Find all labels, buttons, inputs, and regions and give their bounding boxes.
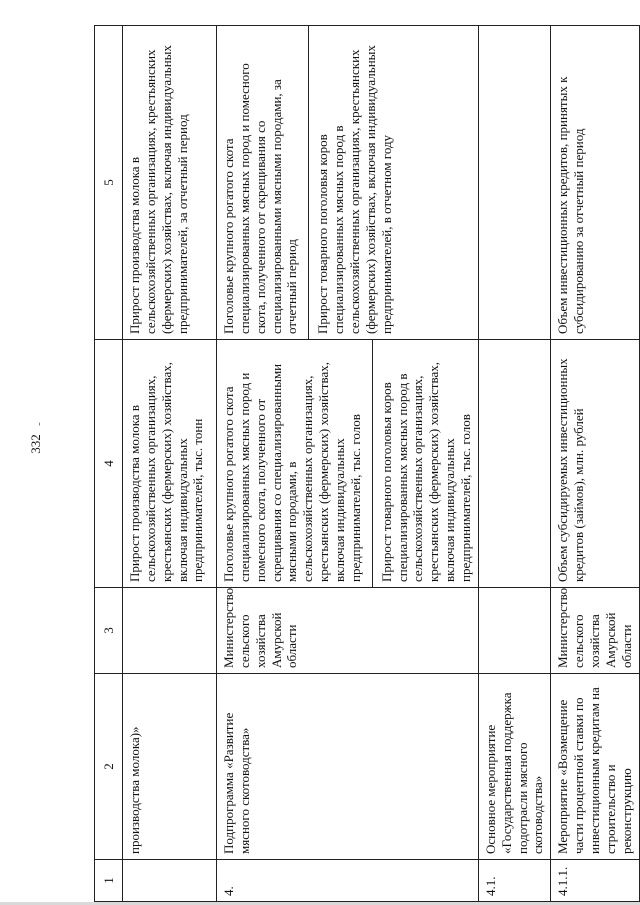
- row-indicator-cell: [217, 340, 479, 588]
- row-number: [123, 860, 217, 902]
- program-table: [94, 25, 640, 902]
- row-executor: [478, 588, 550, 674]
- row-description: Поголовье крупного рогатого скота специализированных мясных пород и помесного скота, полученного от скрещивания со специализированными мясными породами, за отчетный период: [221, 63, 300, 334]
- row-executor: Министерство сельского хозяйства Амурской области: [217, 588, 479, 674]
- row-number: 4.1.1.: [551, 860, 639, 902]
- row-description-cell: [217, 26, 479, 340]
- column-header: 2: [95, 674, 123, 860]
- column-header: 1: [95, 860, 123, 902]
- row-indicator: Поголовье крупного рогатого скота специализированных мясных пород и помесного скота, полученного от скрещивания со специализированными мясными породами, в сельскохозяйственных организациях, крестьянских (фермерских) хозяйствах, включая индивидуальных предпринимателей, тыс. голов: [221, 362, 363, 582]
- table-row: [551, 26, 639, 902]
- table-row: [478, 26, 550, 902]
- rotated-content: [94, 26, 634, 902]
- row-name: Мероприятие «Возмещение части процентной ставки по инвестиционным кредитам на строительство и реконструкцию: [551, 674, 639, 860]
- row-name: Основное мероприятие «Государственная поддержка подотрасли мясного скотоводства»: [478, 674, 550, 860]
- row-indicator: [478, 340, 550, 588]
- row-description: [478, 26, 550, 340]
- row-description: Прирост производства молока в сельскохозяйственных организациях, крестьянских (фермерских) хозяйствах, включая индивидуальных предпринимателей, за отчетный период: [123, 26, 217, 340]
- column-header: 4: [95, 340, 123, 588]
- table-row: [217, 26, 479, 902]
- row-description: Объем инвестиционных кредитов, принятых к субсидированию за отчетный период: [551, 26, 639, 340]
- rotated-page: [94, 26, 634, 902]
- row-description-secondary: Прирост товарного поголовья коров специализированных мясных пород в сельскохозяйственных организациях, крестьянских (фермерских) хозяйствах, включая индивидуальных предпринимателей, в отчетном году: [308, 26, 394, 339]
- page-number: 332: [28, 434, 43, 454]
- page-mark: -: [32, 422, 45, 426]
- row-indicator-secondary: Прирост товарного поголовья коров специализированных мясных пород в сельскохозяйственных организациях, крестьянских (фермерских) хозяйствах, включая индивидуальных предпринимателей, тыс. голов: [372, 340, 474, 587]
- row-executor: Министерство сельского хозяйства Амурской области: [551, 588, 639, 674]
- row-name: производства молока)»: [123, 674, 217, 860]
- row-indicator: Прирост производства молока в сельскохозяйственных организациях, крестьянских (фермерских) хозяйствах, включая индивидуальных предпринимателей, тыс. тонн: [123, 340, 217, 588]
- row-executor: [123, 588, 217, 674]
- table-header-row: [95, 26, 123, 902]
- column-header: 3: [95, 588, 123, 674]
- column-header: 5: [95, 26, 123, 340]
- row-number: 4.: [217, 860, 479, 902]
- table-row: [123, 26, 217, 902]
- row-name: Подпрограмма «Развитие мясного скотоводства»: [217, 674, 479, 860]
- row-number: 4.1.: [478, 860, 550, 902]
- row-indicator: Объем субсидируемых инвестиционных кредитов (займов), млн. рублей: [551, 340, 639, 588]
